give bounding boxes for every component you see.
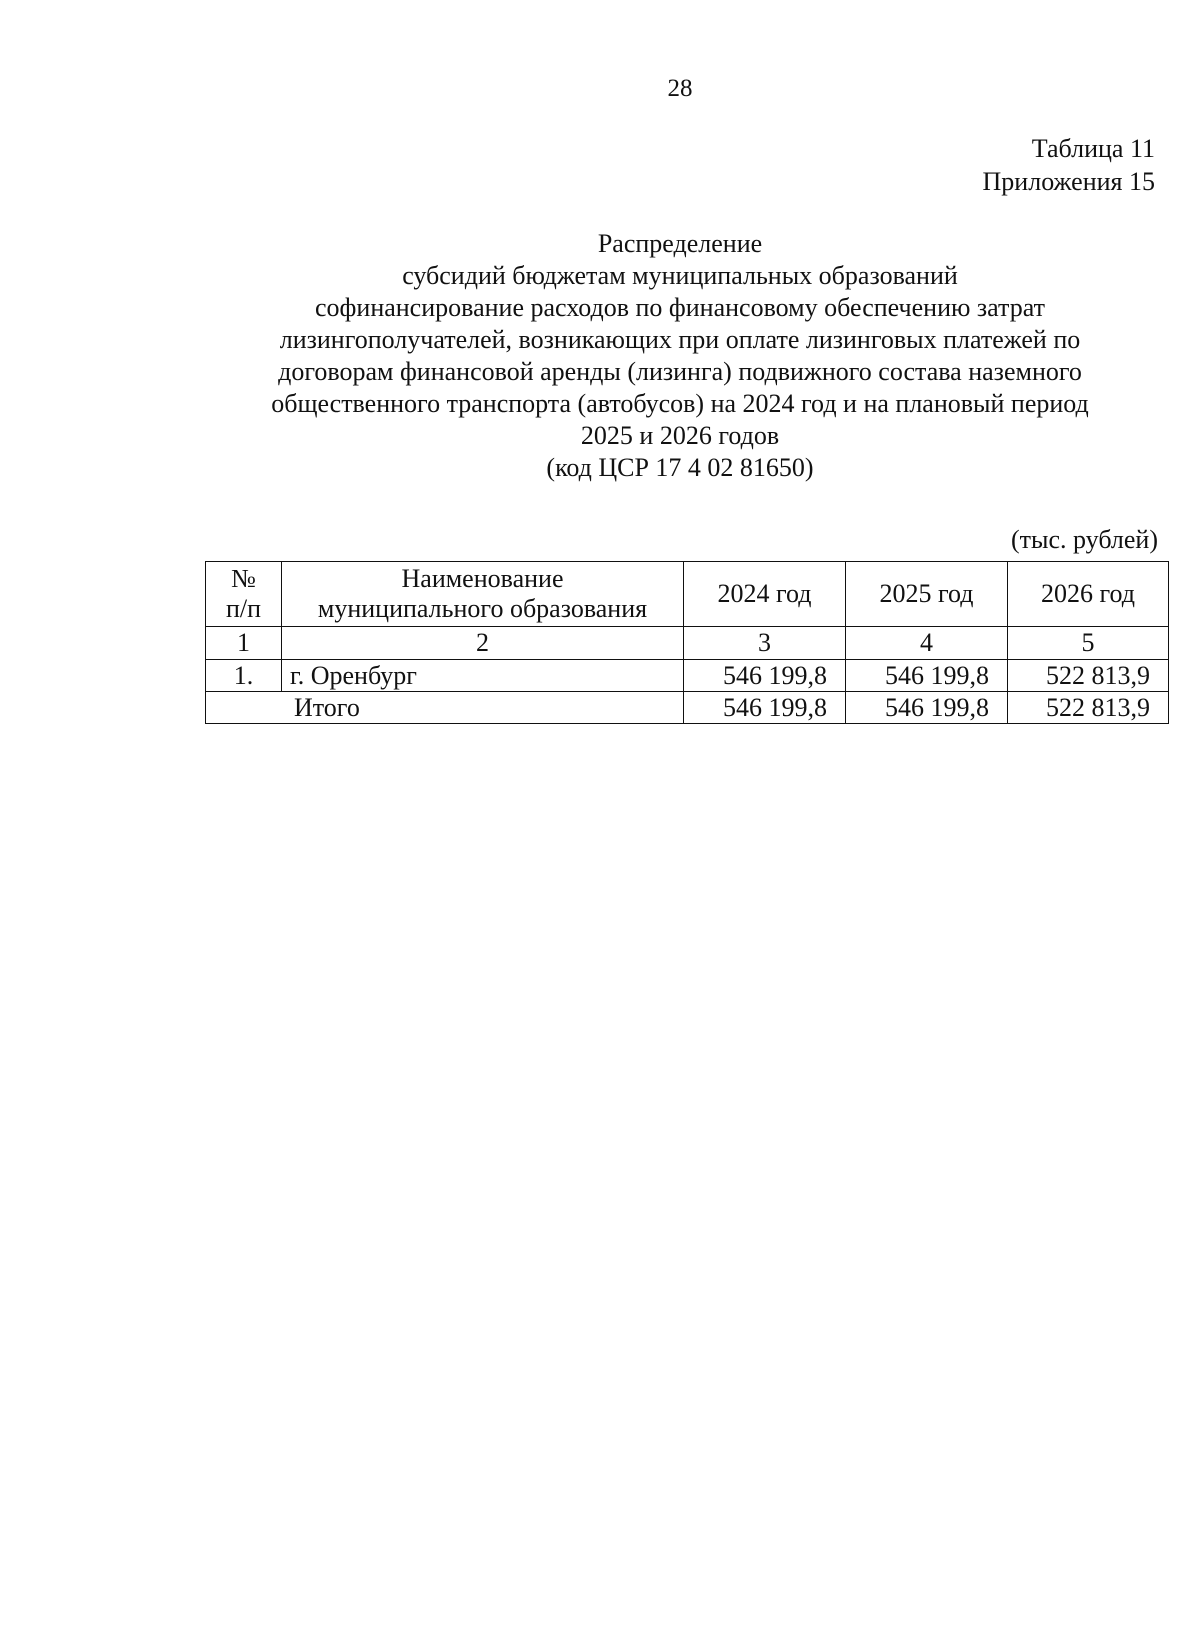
total-2025: 546 199,8	[846, 692, 1008, 724]
title-line: субсидий бюджетам муниципальных образований	[402, 261, 958, 290]
total-2026: 522 813,9	[1008, 692, 1169, 724]
total-label: Итого	[206, 692, 684, 724]
column-index: 4	[846, 627, 1008, 660]
header-2026: 2026 год	[1008, 562, 1169, 627]
value-2026: 522 813,9	[1008, 660, 1169, 692]
title-line: лизингополучателей, возникающих при оплате лизинговых платежей по	[279, 325, 1081, 354]
column-index-row	[206, 627, 1169, 660]
page-number: 28	[667, 75, 693, 102]
municipality-name: г. Оренбург	[282, 660, 684, 692]
title-line: Распределение	[597, 229, 763, 258]
value-2025: 546 199,8	[846, 660, 1008, 692]
title-line: софинансирование расходов по финансовому обеспечению затрат	[315, 293, 1045, 322]
title-line: (код ЦСР 17 4 02 81650)	[546, 453, 814, 482]
appendix-label: Приложения 15	[982, 167, 1155, 196]
distribution-table	[205, 561, 1169, 724]
column-index: 1	[206, 627, 282, 660]
column-index: 2	[282, 627, 684, 660]
header-number	[206, 562, 282, 627]
table-header-row	[206, 562, 1169, 627]
column-index: 3	[684, 627, 846, 660]
header-municipality	[282, 562, 684, 627]
value-2024: 546 199,8	[684, 660, 846, 692]
header-2025: 2025 год	[846, 562, 1008, 627]
header-number-line1: №	[231, 564, 256, 593]
header-municipality-line1: Наименование	[401, 564, 564, 593]
row-number: 1.	[206, 660, 282, 692]
table-row	[206, 660, 1169, 692]
appendix-reference	[983, 132, 1155, 198]
title-line: общественного транспорта (автобусов) на 2024 год и на плановый период	[271, 389, 1089, 418]
title-line: 2025 и 2026 годов	[580, 421, 780, 450]
header-number-line2: п/п	[225, 594, 262, 623]
total-row	[206, 692, 1169, 724]
title-line: договорам финансовой аренды (лизинга) подвижного состава наземного	[278, 357, 1082, 386]
document-title	[180, 228, 1180, 484]
column-index: 5	[1008, 627, 1169, 660]
header-municipality-line2: муниципального образования	[317, 594, 648, 623]
table-label: Таблица 11	[1031, 134, 1155, 163]
header-2024: 2024 год	[684, 562, 846, 627]
units-label: (тыс. рублей)	[1010, 525, 1158, 554]
total-2024: 546 199,8	[684, 692, 846, 724]
